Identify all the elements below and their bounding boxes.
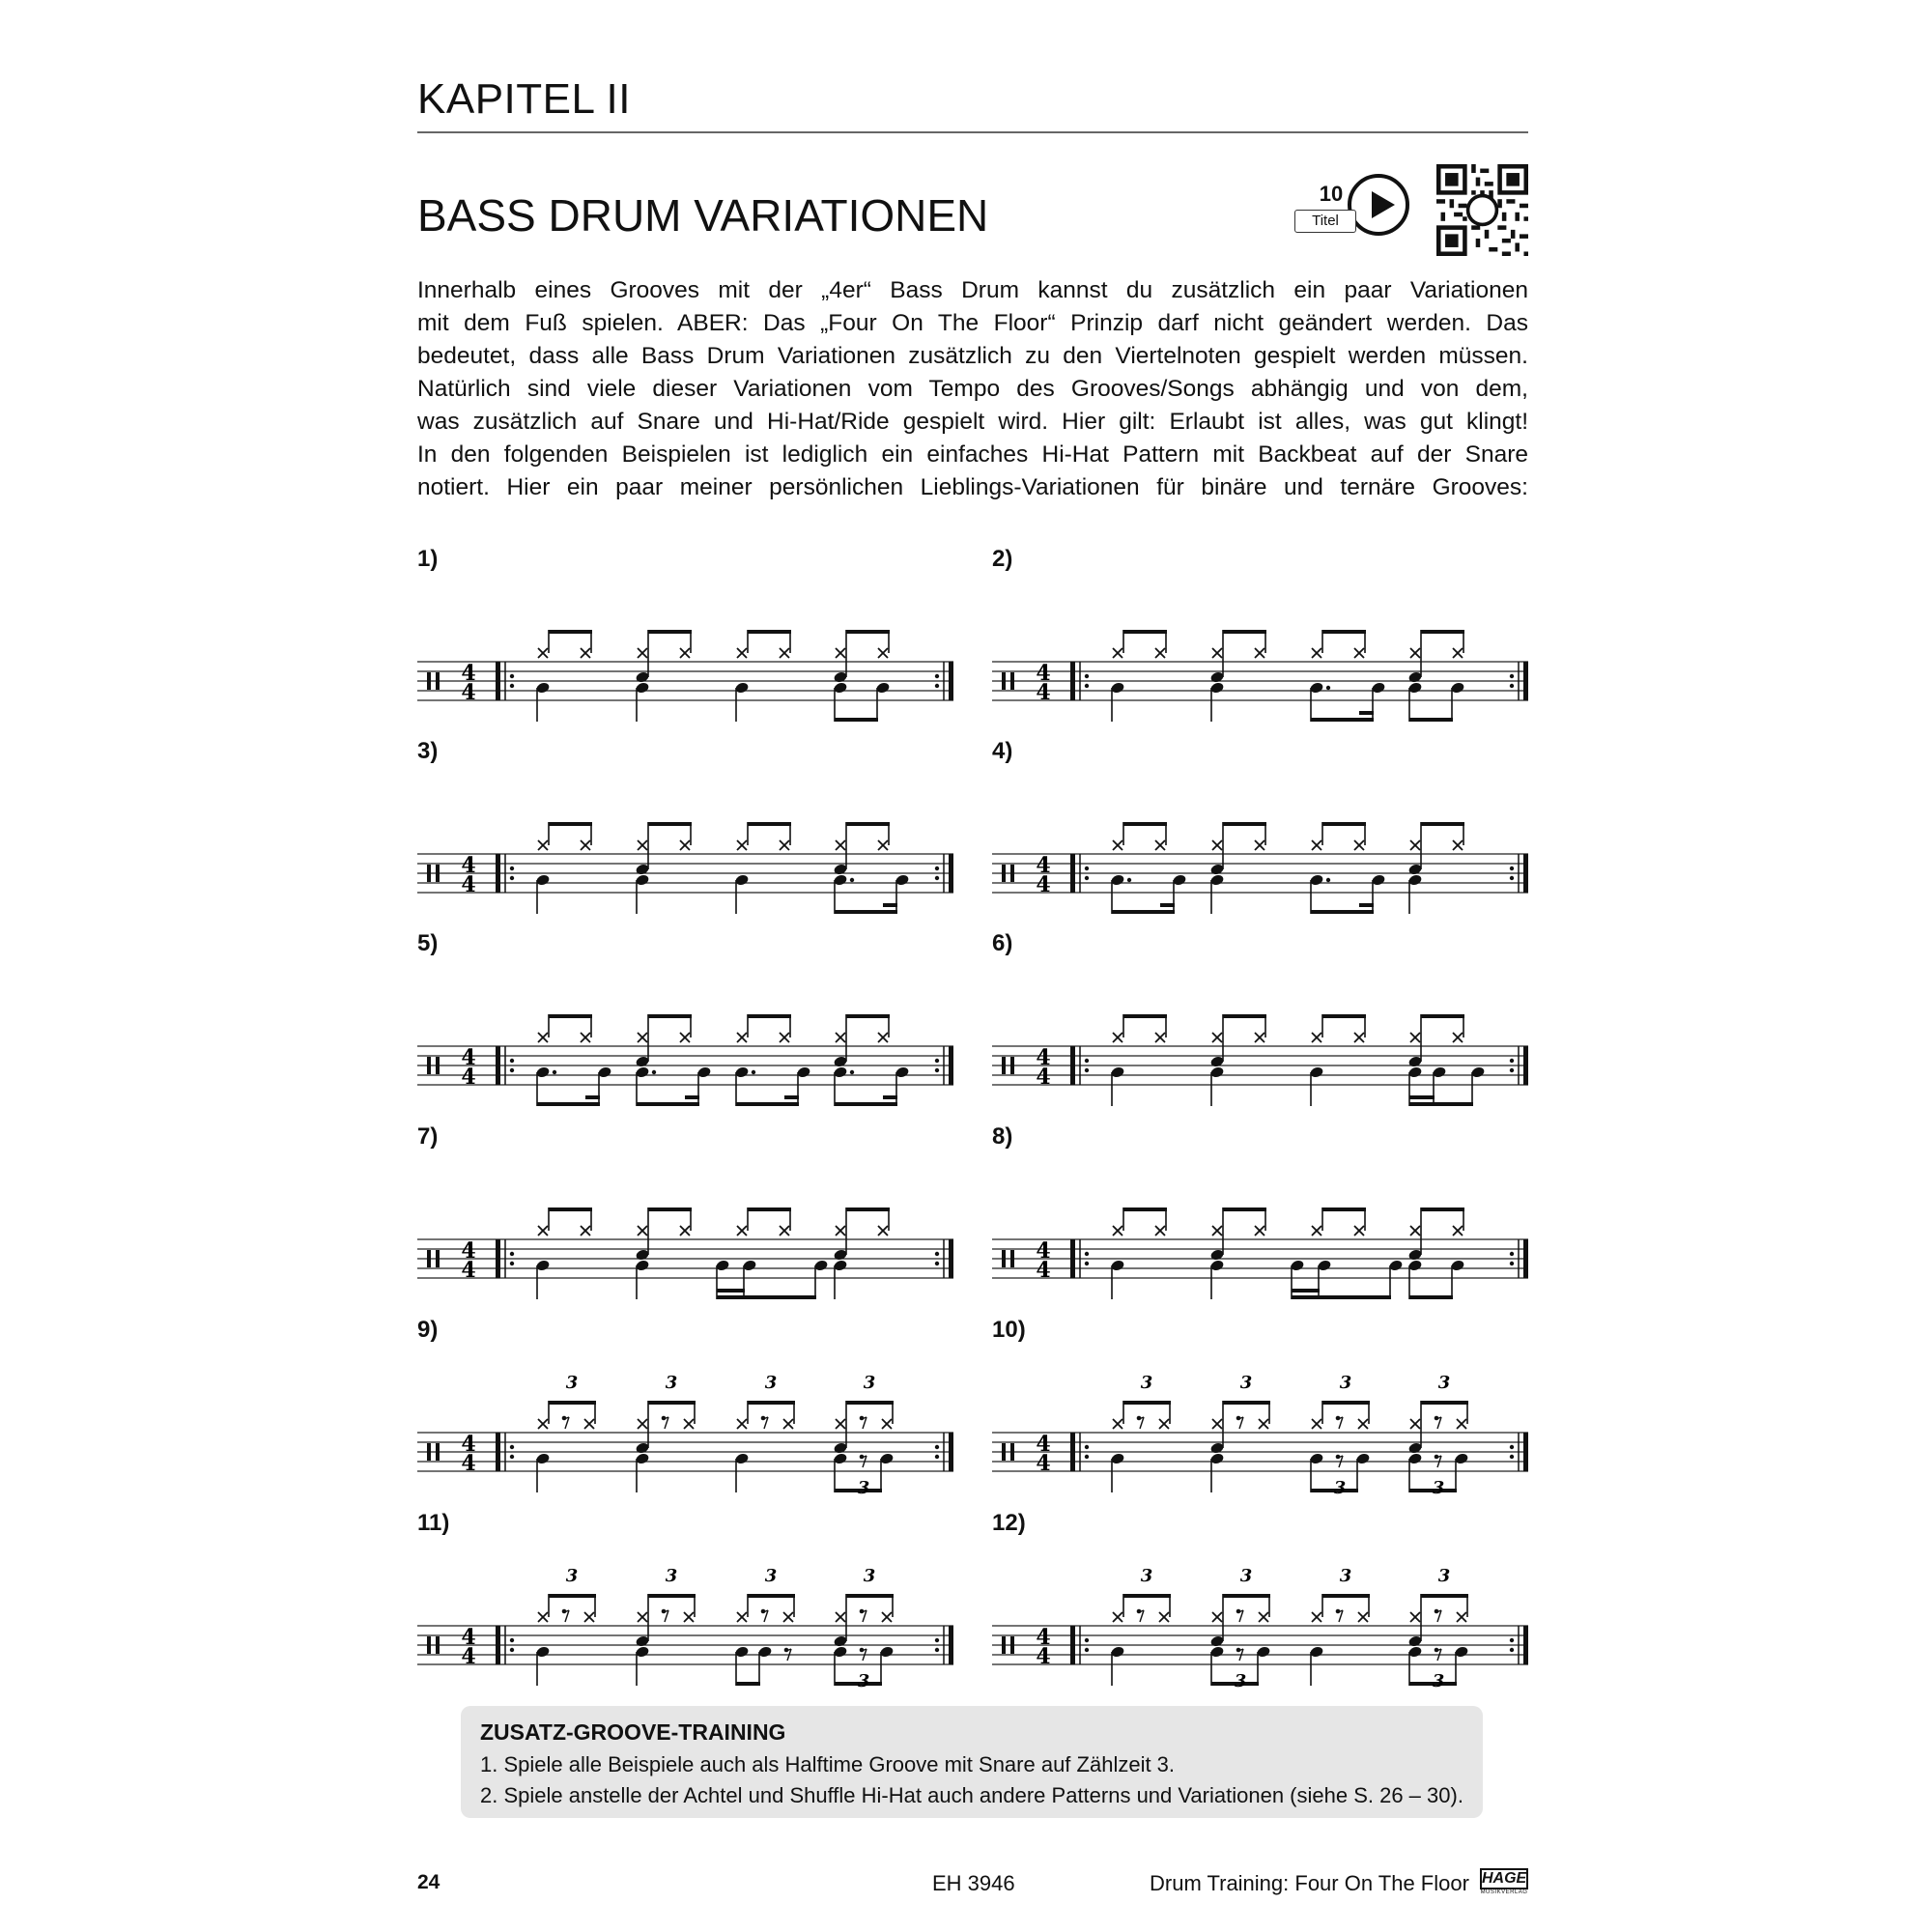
repeat-dot — [1085, 1445, 1089, 1449]
note-beam — [846, 630, 890, 634]
percussion-clef — [427, 1443, 431, 1461]
time-signature: 4 — [461, 1644, 476, 1669]
repeat-dot — [1085, 1455, 1089, 1459]
intro-line: Natürlich sind viele dieser Variationen vom Tempo des Grooves/Songs abhängig und von dem, — [417, 376, 1528, 402]
repeat-dot — [1085, 876, 1089, 880]
repeat-dot — [1085, 1638, 1089, 1642]
repeat-dot — [510, 1068, 514, 1072]
drum-staff — [417, 930, 958, 1109]
triplet-number: 3 — [857, 1478, 870, 1495]
time-signature: 4 — [461, 680, 476, 705]
chapter-divider — [417, 131, 1528, 133]
repeat-barline — [949, 1239, 953, 1278]
note-beam — [1123, 822, 1167, 826]
note-beam — [717, 1295, 816, 1299]
repeat-barline — [1523, 854, 1528, 893]
repeat-dot — [510, 1648, 514, 1652]
time-signature: 4 — [1036, 1625, 1051, 1650]
repeat-dot — [935, 876, 939, 880]
repeat-dot — [1510, 1648, 1514, 1652]
notation-example — [417, 1510, 958, 1689]
repeat-dot — [935, 1445, 939, 1449]
note-beam — [748, 1014, 791, 1018]
note-beam — [1409, 1295, 1453, 1299]
time-signature: 4 — [461, 1238, 476, 1264]
triplet-number: 3 — [863, 1373, 876, 1393]
time-signature: 4 — [461, 1625, 476, 1650]
example-label: 7) — [417, 1123, 439, 1150]
note-beam — [1322, 1401, 1370, 1405]
intro-line: notiert. Hier ein paar meiner persönlichen Lieblings-Variationen für binäre und ternäre Grooves: — [417, 474, 1528, 500]
note-beam — [846, 1208, 890, 1211]
dot — [1127, 878, 1131, 882]
time-signature: 4 — [1036, 661, 1051, 686]
percussion-clef — [1010, 1057, 1014, 1074]
note-beam — [1123, 1208, 1167, 1211]
dot — [1326, 686, 1330, 690]
time-signature: 4 — [1036, 1644, 1051, 1669]
triplet-number: 3 — [1437, 1566, 1451, 1586]
triplet-number: 3 — [665, 1373, 678, 1393]
dot — [553, 1070, 556, 1074]
book-title: Drum Training: Four On The Floor — [1150, 1871, 1469, 1895]
drum-staff — [417, 1317, 958, 1495]
note-beam — [1223, 1594, 1270, 1598]
percussion-clef — [1010, 1443, 1014, 1461]
time-signature: 4 — [1036, 872, 1051, 897]
percussion-clef — [1002, 1250, 1006, 1267]
percussion-clef — [1002, 1057, 1006, 1074]
audio-track-badge[interactable] — [1290, 174, 1415, 243]
note-beam — [1223, 822, 1266, 826]
note-beam — [1223, 1014, 1266, 1018]
repeat-dot — [935, 1262, 939, 1265]
triplet-number: 3 — [1239, 1373, 1253, 1393]
note-beam — [537, 1102, 600, 1106]
repeat-barline — [496, 1046, 500, 1085]
dot — [652, 1070, 656, 1074]
time-signature: 4 — [461, 1258, 476, 1283]
note-beam — [648, 1594, 696, 1598]
repeat-barline — [1523, 662, 1528, 700]
example-label: 1) — [417, 546, 439, 572]
note-beam — [549, 1208, 592, 1211]
box-line-1: 1. Spiele alle Beispiele auch als Halftime Groove mit Snare auf Zählzeit 3. — [480, 1752, 1176, 1776]
note-beam — [846, 822, 890, 826]
note-beam — [748, 1208, 791, 1211]
note-beam — [1322, 630, 1366, 634]
repeat-barline — [1070, 1239, 1075, 1278]
repeat-dot — [935, 867, 939, 870]
notation-example — [992, 930, 1533, 1109]
repeat-dot — [1085, 1059, 1089, 1063]
percussion-clef — [1002, 1443, 1006, 1461]
note-beam — [549, 1014, 592, 1018]
note-beam — [648, 1208, 692, 1211]
repeat-dot — [935, 674, 939, 678]
repeat-barline — [949, 662, 953, 700]
repeat-dot — [1085, 674, 1089, 678]
drum-staff — [992, 738, 1533, 917]
triplet-number: 3 — [1437, 1373, 1451, 1393]
repeat-barline — [496, 1626, 500, 1664]
repeat-dot — [1510, 1638, 1514, 1642]
percussion-clef — [1010, 1250, 1014, 1267]
triplet-number: 3 — [764, 1566, 778, 1586]
repeat-dot — [1510, 1059, 1514, 1063]
repeat-dot — [1085, 1252, 1089, 1256]
repeat-dot — [510, 1455, 514, 1459]
notation-example — [417, 738, 958, 917]
repeat-dot — [1510, 674, 1514, 678]
drum-staff — [417, 1123, 958, 1302]
repeat-dot — [1085, 1648, 1089, 1652]
note-beam — [1311, 910, 1374, 914]
time-signature: 4 — [461, 1045, 476, 1070]
percussion-clef — [427, 1636, 431, 1654]
notation-example — [992, 546, 1533, 724]
triplet-number: 3 — [1333, 1478, 1347, 1495]
note-beam — [1421, 1401, 1468, 1405]
note-beam — [1223, 630, 1266, 634]
note-beam — [1421, 822, 1464, 826]
drum-staff — [417, 1510, 958, 1689]
drum-staff — [992, 930, 1533, 1109]
percussion-clef — [436, 1443, 440, 1461]
note-beam — [1322, 1208, 1366, 1211]
repeat-barline — [1070, 1433, 1075, 1471]
percussion-clef — [427, 865, 431, 882]
note-beam — [1223, 1401, 1270, 1405]
note-beam — [1409, 1095, 1435, 1099]
note-beam — [883, 1095, 897, 1099]
note-beam — [835, 718, 878, 722]
note-beam — [1292, 1295, 1391, 1299]
note-beam — [1123, 1014, 1167, 1018]
note-beam — [748, 1401, 795, 1405]
drum-staff — [992, 1510, 1533, 1689]
dot — [1326, 878, 1330, 882]
example-label: 5) — [417, 930, 439, 956]
triplet-number: 3 — [1339, 1566, 1352, 1586]
notation-example — [992, 1123, 1533, 1302]
repeat-barline — [496, 854, 500, 893]
repeat-dot — [1510, 1068, 1514, 1072]
drum-staff — [417, 546, 958, 724]
repeat-dot — [1510, 1252, 1514, 1256]
repeat-dot — [1085, 1068, 1089, 1072]
note-beam — [1359, 903, 1374, 907]
note-beam — [648, 1401, 696, 1405]
repeat-barline — [1070, 1626, 1075, 1664]
drum-staff — [992, 1123, 1533, 1302]
triplet-number: 3 — [565, 1373, 579, 1393]
time-signature: 4 — [461, 872, 476, 897]
repeat-barline — [949, 1433, 953, 1471]
time-signature: 4 — [461, 661, 476, 686]
repeat-dot — [510, 1252, 514, 1256]
repeat-barline — [496, 1239, 500, 1278]
intro-line: was zusätzlich auf Snare und Hi-Hat/Ride gespielt wird. Hier gilt: Erlaubt ist alles, was gut klingt! — [417, 409, 1528, 435]
note-beam — [1409, 718, 1453, 722]
example-label: 10) — [992, 1317, 1026, 1343]
time-signature: 4 — [1036, 1045, 1051, 1070]
note-beam — [736, 1102, 799, 1106]
triplet-number: 3 — [1234, 1671, 1247, 1689]
notation-example — [417, 1123, 958, 1302]
time-signature: 4 — [461, 853, 476, 878]
triplet-number: 3 — [764, 1373, 778, 1393]
note-beam — [748, 1594, 795, 1598]
repeat-dot — [510, 1059, 514, 1063]
note-beam — [784, 1095, 799, 1099]
note-beam — [846, 1594, 894, 1598]
notation-example — [992, 1317, 1533, 1495]
percussion-clef — [427, 1250, 431, 1267]
percussion-clef — [1010, 672, 1014, 690]
box-line-2: 2. Spiele anstelle der Achtel und Shuffle Hi-Hat auch andere Patterns und Variationen (siehe S. 26 – 30). — [480, 1783, 1463, 1807]
triplet-number: 3 — [1140, 1566, 1153, 1586]
note-beam — [846, 1401, 894, 1405]
box-title: ZUSATZ-GROOVE-TRAINING — [480, 1719, 786, 1745]
notation-example — [417, 930, 958, 1109]
example-label: 3) — [417, 738, 439, 764]
percussion-clef — [1010, 865, 1014, 882]
note-beam — [648, 1014, 692, 1018]
repeat-dot — [1085, 1262, 1089, 1265]
repeat-dot — [1510, 1455, 1514, 1459]
repeat-dot — [510, 674, 514, 678]
note-beam — [1421, 1208, 1464, 1211]
repeat-dot — [935, 684, 939, 688]
chapter-heading: KAPITEL II — [417, 75, 632, 123]
percussion-clef — [427, 1057, 431, 1074]
note-beam — [883, 903, 897, 907]
time-signature: 4 — [1036, 1432, 1051, 1457]
example-label: 12) — [992, 1510, 1026, 1536]
repeat-dot — [510, 1262, 514, 1265]
repeat-dot — [510, 867, 514, 870]
track-label: Titel — [1294, 210, 1356, 233]
intro-text — [417, 274, 1528, 504]
example-label: 9) — [417, 1317, 439, 1343]
notation-example — [417, 1317, 958, 1495]
percussion-clef — [1002, 1636, 1006, 1654]
page-number: 24 — [417, 1871, 440, 1893]
time-signature: 4 — [1036, 1238, 1051, 1264]
note-beam — [1421, 630, 1464, 634]
notation-example — [417, 546, 958, 724]
time-signature: 4 — [461, 1065, 476, 1090]
triplet-number: 3 — [1339, 1373, 1352, 1393]
note-beam — [549, 1594, 596, 1598]
note-beam — [1322, 1014, 1366, 1018]
repeat-dot — [1510, 1445, 1514, 1449]
repeat-barline — [1070, 854, 1075, 893]
intro-line: Innerhalb eines Grooves mit der „4er“ Bass Drum kannst du zusätzlich ein paar Variationen — [417, 277, 1528, 303]
triplet-number: 3 — [1140, 1373, 1153, 1393]
note-beam — [1322, 822, 1366, 826]
drum-staff — [992, 546, 1533, 724]
note-beam — [717, 1289, 745, 1293]
triplet-number: 3 — [1239, 1566, 1253, 1586]
publisher-logo — [1480, 1868, 1528, 1897]
logo-subtext: MUSIKVERLAG — [1480, 1889, 1528, 1895]
drum-staff — [992, 1317, 1533, 1495]
note-beam — [1123, 1401, 1171, 1405]
percussion-clef — [436, 1636, 440, 1654]
repeat-barline — [1070, 662, 1075, 700]
repeat-dot — [510, 1638, 514, 1642]
time-signature: 4 — [1036, 1451, 1051, 1476]
note-beam — [1123, 1594, 1171, 1598]
note-beam — [648, 822, 692, 826]
note-beam — [1292, 1289, 1320, 1293]
time-signature: 4 — [1036, 853, 1051, 878]
logo-text: HAGE — [1480, 1868, 1528, 1889]
repeat-dot — [935, 1455, 939, 1459]
percussion-clef — [1010, 1636, 1014, 1654]
repeat-dot — [510, 876, 514, 880]
percussion-clef — [1002, 672, 1006, 690]
percussion-clef — [1002, 865, 1006, 882]
triplet-number: 3 — [665, 1566, 678, 1586]
example-label: 2) — [992, 546, 1013, 572]
note-beam — [736, 1682, 760, 1686]
intro-line: mit dem Fuß spielen. ABER: Das „Four On The Floor“ Prinzip darf nicht geändert werden. Das — [417, 310, 1528, 336]
note-beam — [1409, 1102, 1473, 1106]
note-beam — [1123, 630, 1167, 634]
notation-example — [992, 1510, 1533, 1689]
percussion-clef — [436, 1250, 440, 1267]
repeat-barline — [496, 1433, 500, 1471]
repeat-dot — [1510, 1262, 1514, 1265]
time-signature: 4 — [461, 1451, 476, 1476]
edition-code: EH 3946 — [932, 1871, 1015, 1895]
intro-line: bedeutet, dass alle Bass Drum Variationen zusätzlich zu den Viertelnoten gespielt werden müssen. — [417, 343, 1528, 369]
dot — [850, 1070, 854, 1074]
note-beam — [549, 630, 592, 634]
percussion-clef — [436, 865, 440, 882]
note-beam — [1311, 718, 1374, 722]
note-beam — [835, 1102, 897, 1106]
repeat-dot — [935, 1648, 939, 1652]
notation-example — [992, 738, 1533, 917]
repeat-dot — [1510, 684, 1514, 688]
groove-training-box — [461, 1706, 1483, 1818]
intro-line: In den folgenden Beispielen ist lediglich ein einfaches Hi-Hat Pattern mit Backbeat auf der Snare — [417, 441, 1528, 468]
note-beam — [748, 630, 791, 634]
repeat-barline — [496, 662, 500, 700]
example-label: 6) — [992, 930, 1013, 956]
repeat-dot — [935, 1068, 939, 1072]
note-beam — [1112, 910, 1175, 914]
percussion-clef — [427, 672, 431, 690]
repeat-barline — [1523, 1239, 1528, 1278]
triplet-number: 3 — [1432, 1671, 1445, 1689]
note-beam — [549, 1401, 596, 1405]
repeat-barline — [1523, 1433, 1528, 1471]
repeat-barline — [1070, 1046, 1075, 1085]
repeat-dot — [510, 684, 514, 688]
note-beam — [846, 1014, 890, 1018]
time-signature: 4 — [1036, 680, 1051, 705]
play-icon[interactable] — [1348, 174, 1409, 236]
track-number: 10 — [1319, 182, 1344, 206]
note-beam — [1160, 903, 1175, 907]
note-beam — [648, 630, 692, 634]
note-beam — [549, 822, 592, 826]
example-label: 11) — [417, 1510, 450, 1536]
triplet-number: 3 — [857, 1671, 870, 1689]
triplet-number: 3 — [863, 1566, 876, 1586]
time-signature: 4 — [1036, 1065, 1051, 1090]
qr-code-icon[interactable] — [1436, 164, 1528, 256]
percussion-clef — [436, 672, 440, 690]
note-beam — [1421, 1014, 1464, 1018]
time-signature: 4 — [461, 1432, 476, 1457]
note-beam — [685, 1095, 699, 1099]
drum-staff — [417, 738, 958, 917]
percussion-clef — [436, 1057, 440, 1074]
note-beam — [585, 1095, 600, 1099]
repeat-barline — [949, 854, 953, 893]
triplet-number: 3 — [1432, 1478, 1445, 1495]
repeat-dot — [510, 1445, 514, 1449]
repeat-dot — [1510, 876, 1514, 880]
repeat-dot — [1510, 867, 1514, 870]
triplet-number: 3 — [565, 1566, 579, 1586]
dot — [850, 878, 854, 882]
dot — [752, 1070, 755, 1074]
note-beam — [637, 1102, 699, 1106]
repeat-barline — [949, 1626, 953, 1664]
note-beam — [835, 910, 897, 914]
repeat-barline — [1523, 1626, 1528, 1664]
example-label: 8) — [992, 1123, 1013, 1150]
repeat-dot — [935, 1059, 939, 1063]
repeat-barline — [949, 1046, 953, 1085]
note-beam — [1421, 1594, 1468, 1598]
note-beam — [1223, 1208, 1266, 1211]
repeat-dot — [1085, 684, 1089, 688]
repeat-dot — [935, 1638, 939, 1642]
repeat-dot — [1085, 867, 1089, 870]
repeat-dot — [935, 1252, 939, 1256]
repeat-barline — [1523, 1046, 1528, 1085]
section-title: BASS DRUM VARIATIONEN — [417, 190, 989, 241]
note-beam — [1359, 711, 1374, 715]
note-beam — [1322, 1594, 1370, 1598]
example-label: 4) — [992, 738, 1013, 764]
note-beam — [748, 822, 791, 826]
time-signature: 4 — [1036, 1258, 1051, 1283]
